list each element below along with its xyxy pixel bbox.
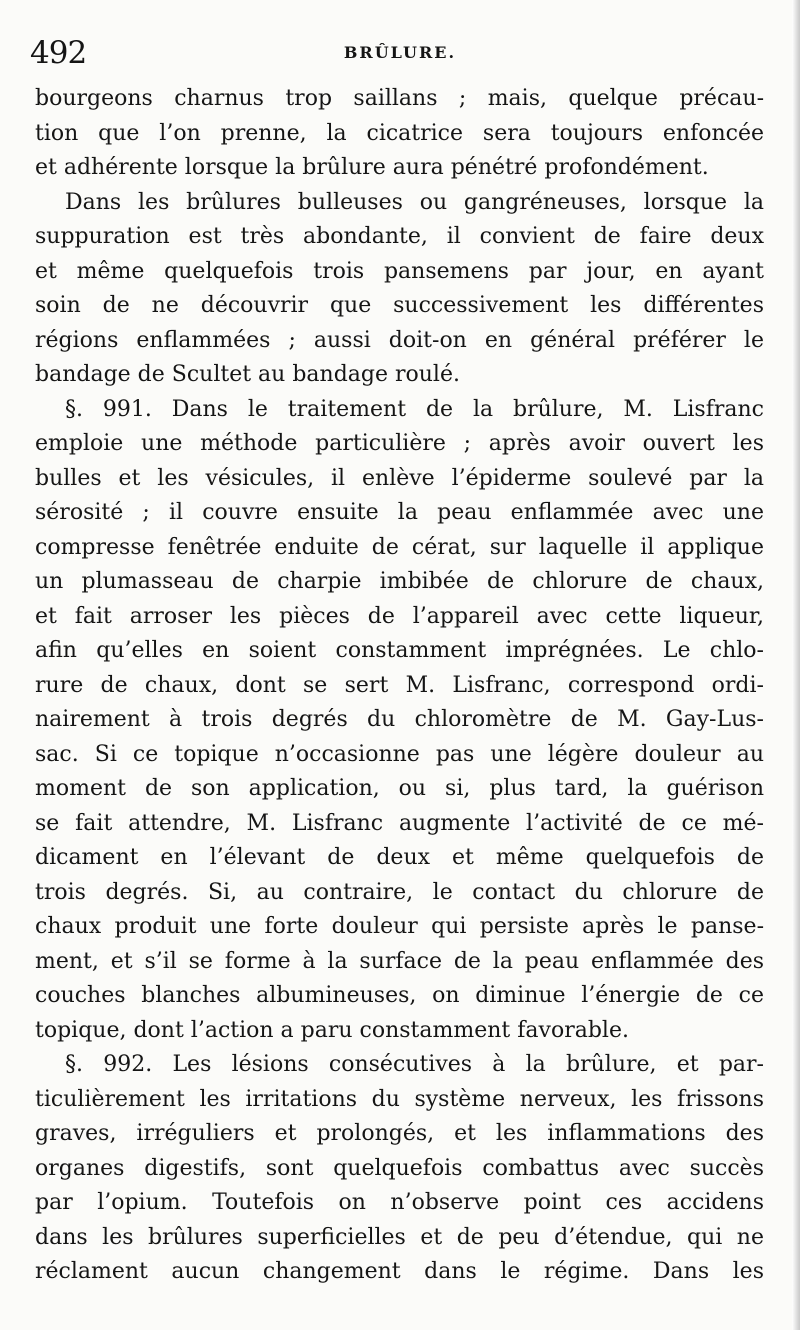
text-line: couches blanches albumineuses, on diminue l’énergie de ce xyxy=(35,983,764,1008)
page-edge-shadow xyxy=(792,0,800,1330)
page-header xyxy=(30,28,770,78)
text-line: ment, et s’il se forme à la surface de la peau enflammée des xyxy=(35,948,764,974)
text-line: ticulièrement les irritations du système nerveux, les frissons xyxy=(35,1086,764,1112)
text-line: graves, irréguliers et prolongés, et les inflammations des xyxy=(35,1121,764,1146)
text-line: bulles et les vésicules, il enlève l’épiderme soulevé par la xyxy=(35,465,764,491)
text-line: sérosité ; il couvre ensuite la peau enflammée avec une xyxy=(35,500,764,525)
text-line: et même quelquefois trois pansemens par jour, en ayant xyxy=(35,258,764,284)
text-line: régions enflammées ; aussi doit-on en général préférer le xyxy=(35,327,764,353)
paragraph-start-line: Dans les brûlures bulleuses ou gangréneuses, lorsque la xyxy=(65,189,764,215)
text-line: topique, dont l’action a paru constamment favorable. xyxy=(35,1017,629,1043)
text-line: se fait attendre, M. Lisfranc augmente l’activité de ce mé- xyxy=(35,810,764,836)
running-title: BRÛLURE. xyxy=(343,43,457,62)
text-line: bandage de Scultet au bandage roulé. xyxy=(35,362,460,387)
text-line: rure de chaux, dont se sert M. Lisfranc, correspond ordi- xyxy=(35,672,764,698)
text-line: un plumasseau de charpie imbibée de chlorure de chaux, xyxy=(35,569,764,594)
text-line: sac. Si ce topique n’occasionne pas une légère douleur au xyxy=(35,741,764,767)
text-line: tion que l’on prenne, la cicatrice sera toujours enfoncée xyxy=(35,120,764,146)
text-line: organes digestifs, sont quelquefois combattus avec succès xyxy=(35,1155,764,1181)
body-text xyxy=(35,82,764,1290)
text-line: et fait arroser les pièces de l’appareil avec cette liqueur, xyxy=(35,603,764,629)
text-line: compresse fenêtrée enduite de cérat, sur laquelle il applique xyxy=(35,534,764,560)
text-line: par l’opium. Toutefois on n’observe point ces accidens xyxy=(35,1190,764,1215)
text-line: dans les brûlures superficielles et de peu d’étendue, qui ne xyxy=(35,1224,764,1250)
text-line: soin de ne découvrir que successivement les différentes xyxy=(35,293,764,318)
section-992-start-line: §. 992. Les lésions consécutives à la brûlure, et par- xyxy=(65,1052,764,1077)
text-line: emploie une méthode particulière ; après avoir ouvert les xyxy=(35,431,764,456)
text-line: réclament aucun changement dans le régime. Dans les xyxy=(35,1259,764,1284)
text-line: dicament en l’élevant de deux et même quelquefois de xyxy=(35,845,764,870)
section-991-start-line: §. 991. Dans le traitement de la brûlure, M. Lisfranc xyxy=(65,396,764,422)
text-line: chaux produit une forte douleur qui persiste après le panse- xyxy=(35,914,764,939)
page-number: 492 xyxy=(30,35,87,71)
text-line: bourgeons charnus trop saillans ; mais, quelque précau- xyxy=(35,86,764,111)
text-line: suppuration est très abondante, il convient de faire deux xyxy=(35,224,764,249)
text-line: nairement à trois degrés du chloromètre de M. Gay-Lus- xyxy=(35,707,764,732)
text-line: et adhérente lorsque la brûlure aura pénétré profondément. xyxy=(35,155,709,180)
text-line: trois degrés. Si, au contraire, le contact du chlorure de xyxy=(35,879,764,905)
text-line: moment de son application, ou si, plus tard, la guérison xyxy=(35,776,764,801)
text-line: afin qu’elles en soient constamment imprégnées. Le chlo- xyxy=(35,638,764,663)
